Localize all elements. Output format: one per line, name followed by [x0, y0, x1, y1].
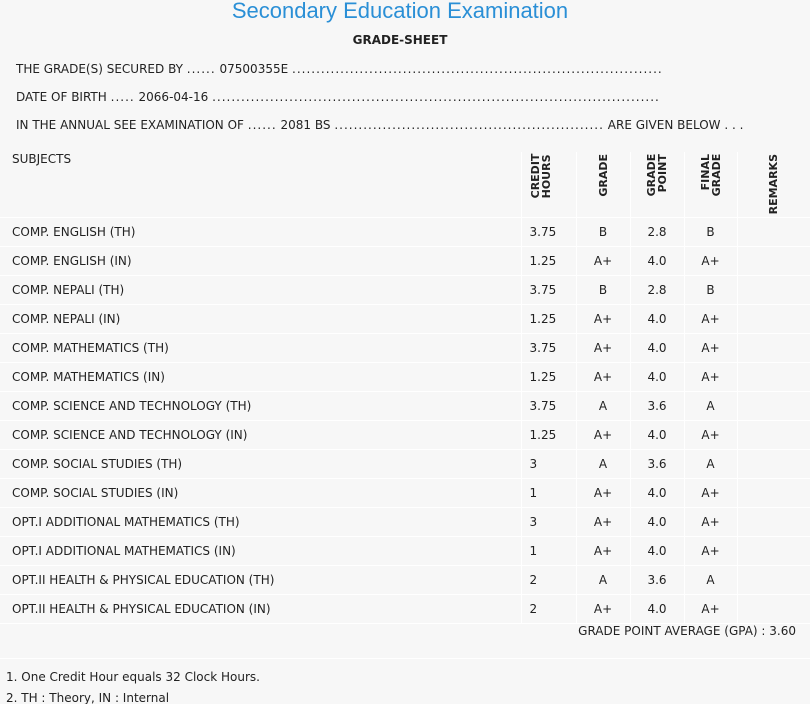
table-row [0, 363, 810, 392]
final-grade-cell: A+ [684, 479, 737, 508]
credit-hours-cell: 1.25 [521, 247, 576, 276]
table-row [0, 508, 810, 537]
table-row [0, 392, 810, 421]
symbol-number: 07500355E [219, 62, 289, 76]
subject-cell: COMP. MATHEMATICS (TH) [0, 334, 521, 363]
grade-point-cell: 4.0 [630, 595, 684, 624]
remarks-cell [737, 247, 810, 276]
table-row [0, 247, 810, 276]
grade-cell: A+ [576, 479, 630, 508]
final-grade-cell: A+ [684, 508, 737, 537]
info-exam [16, 118, 743, 132]
grade-sheet-heading: GRADE-SHEET [352, 33, 448, 47]
grade-cell: A+ [576, 363, 630, 392]
grade-point-cell: 4.0 [630, 537, 684, 566]
final-grade-cell: B [684, 276, 737, 305]
table-row [0, 566, 810, 595]
gpa-summary [578, 624, 796, 638]
secured-by-lead-dots: ...... [186, 62, 216, 76]
table-row [0, 421, 810, 450]
exam-suffix: ARE GIVEN BELOW . . . [607, 118, 744, 132]
header-credit-hours: CREDIT HOURS [521, 152, 576, 218]
secured-by-trail-dots: ............................................................................. [292, 62, 663, 76]
subject-cell: COMP. SOCIAL STUDIES (IN) [0, 479, 521, 508]
final-grade-cell: B [684, 218, 737, 247]
table-row [0, 450, 810, 479]
grade-cell: A [576, 566, 630, 595]
note-abbreviations: 2. TH : Theory, IN : Internal [6, 691, 170, 704]
credit-hours-cell: 3 [521, 450, 576, 479]
gpa-label: GRADE POINT AVERAGE (GPA) : [578, 624, 766, 638]
header-grade-point: GRADE POINT [630, 152, 684, 218]
header-grade: GRADE [576, 152, 630, 218]
remarks-cell [737, 421, 810, 450]
subject-cell: OPT.I ADDITIONAL MATHEMATICS (IN) [0, 537, 521, 566]
grade-cell: A+ [576, 595, 630, 624]
remarks-cell [737, 508, 810, 537]
table-row [0, 537, 810, 566]
table-row [0, 595, 810, 624]
grade-point-cell: 4.0 [630, 334, 684, 363]
info-date-of-birth [16, 90, 660, 104]
grade-point-cell: 4.0 [630, 247, 684, 276]
credit-hours-cell: 3.75 [521, 392, 576, 421]
credit-hours-cell: 3 [521, 508, 576, 537]
final-grade-cell: A+ [684, 334, 737, 363]
final-grade-cell: A [684, 450, 737, 479]
grade-point-cell: 3.6 [630, 392, 684, 421]
final-grade-cell: A+ [684, 247, 737, 276]
credit-hours-cell: 1.25 [521, 305, 576, 334]
remarks-cell [737, 566, 810, 595]
subject-cell: COMP. SCIENCE AND TECHNOLOGY (IN) [0, 421, 521, 450]
exam-year: 2081 BS [280, 118, 331, 132]
subject-cell: COMP. ENGLISH (IN) [0, 247, 521, 276]
exam-lead-dots: ...... [247, 118, 277, 132]
remarks-cell [737, 276, 810, 305]
page-title: Secondary Education Examination [231, 0, 569, 23]
credit-hours-cell: 2 [521, 566, 576, 595]
subject-cell: OPT.II HEALTH & PHYSICAL EDUCATION (IN) [0, 595, 521, 624]
grade-point-cell: 4.0 [630, 421, 684, 450]
final-grade-cell: A [684, 566, 737, 595]
table-header-row [0, 152, 810, 218]
dob-lead-dots: ..... [110, 90, 135, 104]
subject-cell: COMP. SCIENCE AND TECHNOLOGY (TH) [0, 392, 521, 421]
grade-cell: A+ [576, 421, 630, 450]
remarks-cell [737, 392, 810, 421]
header-subjects: SUBJECTS [0, 152, 521, 218]
grade-point-cell: 2.8 [630, 276, 684, 305]
subject-cell: OPT.II HEALTH & PHYSICAL EDUCATION (TH) [0, 566, 521, 595]
credit-hours-cell: 3.75 [521, 276, 576, 305]
final-grade-cell: A+ [684, 421, 737, 450]
subject-cell: COMP. ENGLISH (TH) [0, 218, 521, 247]
remarks-cell [737, 218, 810, 247]
grade-point-cell: 3.6 [630, 450, 684, 479]
grade-cell: A+ [576, 334, 630, 363]
grade-cell: A [576, 450, 630, 479]
header-final-grade: FINAL GRADE [684, 152, 737, 218]
final-grade-cell: A+ [684, 305, 737, 334]
final-grade-cell: A+ [684, 595, 737, 624]
subject-cell: COMP. SOCIAL STUDIES (TH) [0, 450, 521, 479]
credit-hours-cell: 3.75 [521, 334, 576, 363]
grade-point-cell: 4.0 [630, 508, 684, 537]
final-grade-cell: A+ [684, 363, 737, 392]
credit-hours-cell: 2 [521, 595, 576, 624]
final-grade-cell: A+ [684, 537, 737, 566]
table-row [0, 305, 810, 334]
subject-cell: COMP. NEPALI (TH) [0, 276, 521, 305]
footer-divider [0, 658, 810, 659]
grade-table [0, 152, 810, 624]
final-grade-cell: A [684, 392, 737, 421]
grade-cell: A [576, 392, 630, 421]
grade-point-cell: 4.0 [630, 305, 684, 334]
grade-point-cell: 3.6 [630, 566, 684, 595]
credit-hours-cell: 1.25 [521, 363, 576, 392]
credit-hours-cell: 1 [521, 479, 576, 508]
remarks-cell [737, 450, 810, 479]
note-credit-hour: 1. One Credit Hour equals 32 Clock Hours. [6, 670, 260, 684]
table-row [0, 334, 810, 363]
credit-hours-cell: 1.25 [521, 421, 576, 450]
grade-cell: A+ [576, 247, 630, 276]
table-row [0, 218, 810, 247]
grade-cell: A+ [576, 305, 630, 334]
grade-cell: A+ [576, 537, 630, 566]
dob-value: 2066-04-16 [138, 90, 209, 104]
remarks-cell [737, 334, 810, 363]
grade-cell: A+ [576, 508, 630, 537]
remarks-cell [737, 363, 810, 392]
remarks-cell [737, 305, 810, 334]
info-secured-by [16, 62, 663, 76]
remarks-cell [737, 479, 810, 508]
table-row [0, 276, 810, 305]
grade-point-cell: 2.8 [630, 218, 684, 247]
grade-point-cell: 4.0 [630, 363, 684, 392]
subject-cell: OPT.I ADDITIONAL MATHEMATICS (TH) [0, 508, 521, 537]
credit-hours-cell: 1 [521, 537, 576, 566]
grade-point-cell: 4.0 [630, 479, 684, 508]
grade-cell: B [576, 276, 630, 305]
dob-trail-dots: ............................................................................................. [212, 90, 660, 104]
dob-label: DATE OF BIRTH [16, 90, 107, 104]
header-remarks: REMARKS [737, 152, 810, 218]
exam-label: IN THE ANNUAL SEE EXAMINATION OF [16, 118, 244, 132]
grade-cell: B [576, 218, 630, 247]
secured-by-label: THE GRADE(S) SECURED BY [16, 62, 183, 76]
remarks-cell [737, 595, 810, 624]
credit-hours-cell: 3.75 [521, 218, 576, 247]
exam-trail-dots: ........................................................ [334, 118, 604, 132]
gpa-value: 3.60 [769, 624, 796, 638]
remarks-cell [737, 537, 810, 566]
subject-cell: COMP. MATHEMATICS (IN) [0, 363, 521, 392]
subject-cell: COMP. NEPALI (IN) [0, 305, 521, 334]
table-row [0, 479, 810, 508]
